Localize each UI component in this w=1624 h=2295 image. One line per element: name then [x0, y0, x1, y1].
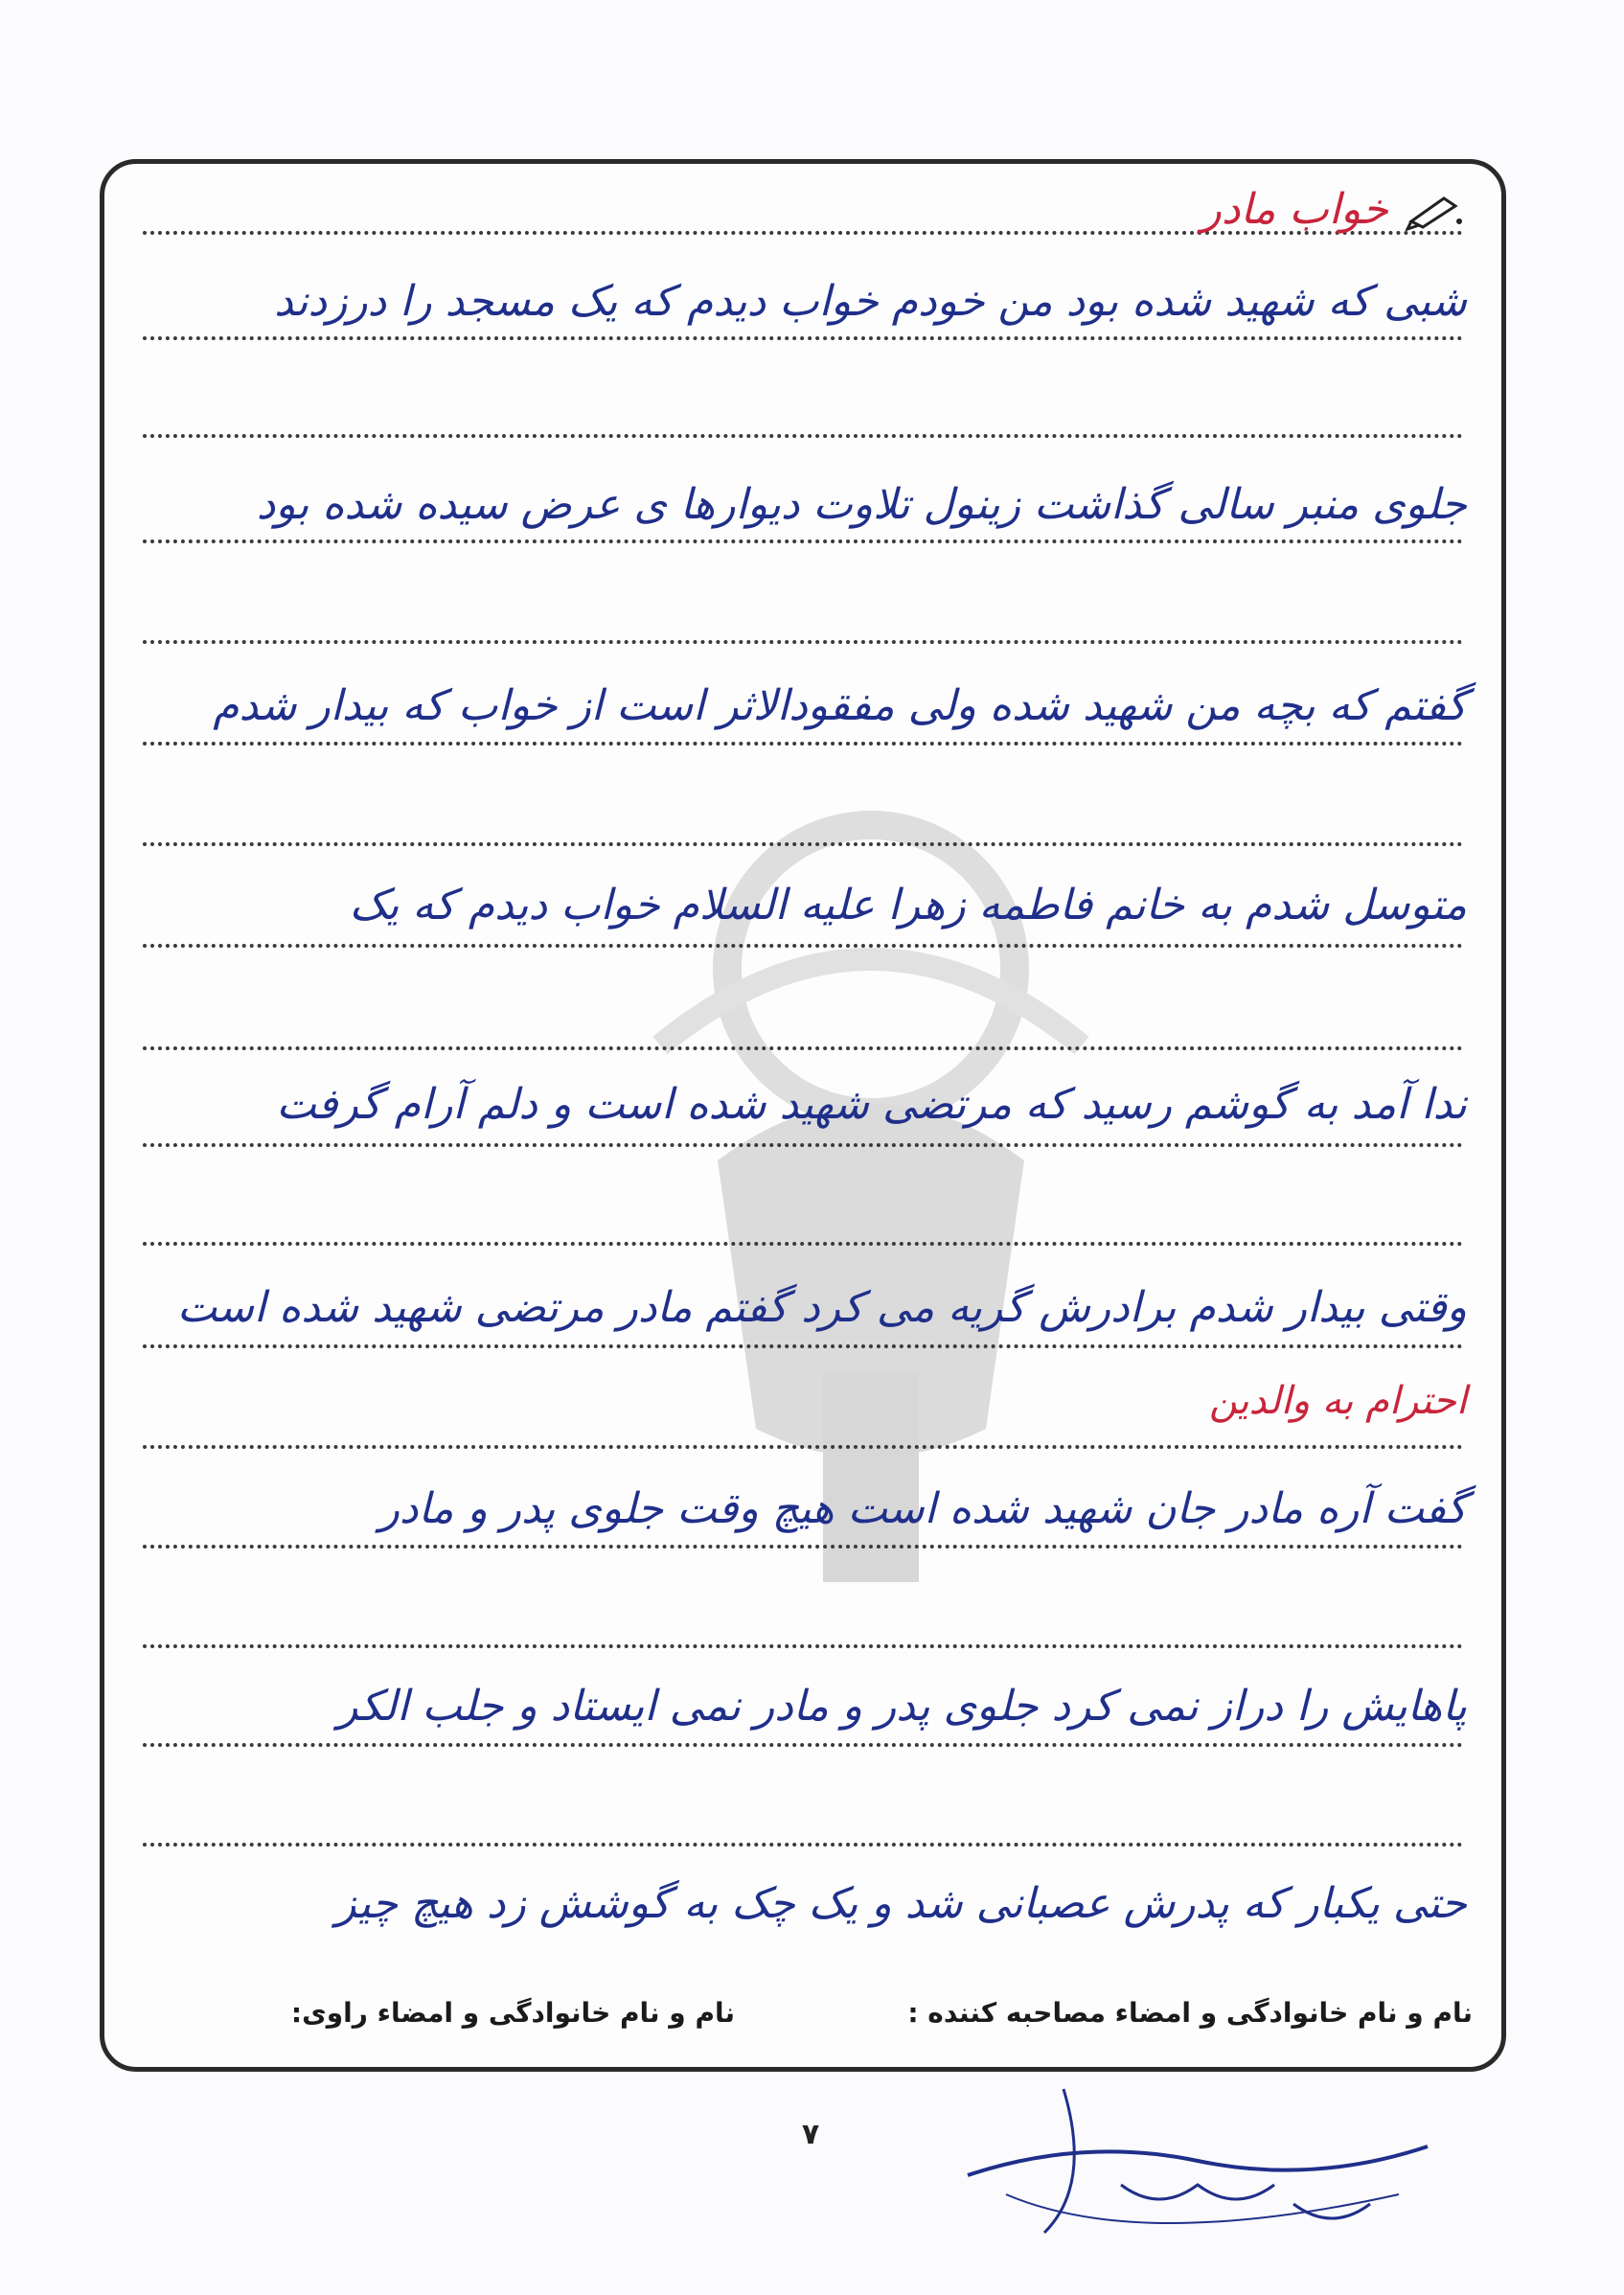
- form-frame: [100, 159, 1506, 2072]
- handwritten-line: متوسل شدم به خانم فاطمه زهرا علیه السلام خواب دیدم که یک: [349, 881, 1467, 929]
- ruled-line: [143, 1242, 1463, 1246]
- ruled-line: [143, 1843, 1463, 1847]
- handwritten-signature: [949, 2070, 1447, 2261]
- handwritten-line: حتی یکبار که پدرش عصبانی شد و یک چک به گوشش زد هیچ چیز: [335, 1879, 1467, 1928]
- page-number: ۷: [801, 2118, 820, 2151]
- respect-heading: احترام به والدین: [1208, 1379, 1467, 1423]
- ruled-line: [143, 1743, 1463, 1747]
- pen-hand-icon: [1406, 193, 1463, 231]
- dream-heading: خواب مادر: [1201, 185, 1388, 234]
- handwritten-line: پاهایش را دراز نمی کرد جلوی پدر و مادر نمی ایستاد و جلب الکر: [337, 1682, 1467, 1731]
- handwritten-line: وقتی بیدار شدم برادرش گریه می کرد گفتم مادر مرتضی شهید شده است: [176, 1283, 1467, 1332]
- ruled-line: [143, 539, 1463, 543]
- ruled-line: [143, 1046, 1463, 1050]
- handwritten-line: جلوی منبر سالی گذاشت زینول تلاوت دیوارها ی عرض سیده شده بود: [256, 480, 1467, 529]
- handwritten-line: ندا آمد به گوشم رسید که مرتضی شهید شده است و دلم آرام گرفت: [276, 1080, 1467, 1129]
- ruled-line: [143, 336, 1463, 340]
- handwritten-line: گفت آره مادر جان شهید شده است هیچ وقت جلوی پدر و مادر: [378, 1484, 1467, 1533]
- handwritten-line: شبی که شهید شده بود من خودم خواب دیدم که یک مسجد را درزدند: [274, 277, 1467, 326]
- ruled-line: [143, 1445, 1463, 1449]
- narrator-signature-label: نام و نام خانوادگی و امضاء راوی:: [290, 1997, 735, 2029]
- ruled-line: [143, 1545, 1463, 1549]
- ruled-line: [143, 434, 1463, 438]
- ruled-line: [143, 842, 1463, 846]
- ruled-line: [143, 1143, 1463, 1147]
- ruled-line: [143, 1644, 1463, 1648]
- ruled-line: [143, 1344, 1463, 1348]
- ruled-line: [143, 742, 1463, 746]
- interviewer-signature-label: نام و نام خانوادگی و امضاء مصاحبه کننده :: [907, 1997, 1473, 2029]
- ruled-line: [143, 944, 1463, 948]
- handwritten-line: گفتم که بچه من شهید شده ولی مفقودالاثر است از خواب که بیدار شدم: [213, 681, 1467, 730]
- ruled-line: [143, 640, 1463, 644]
